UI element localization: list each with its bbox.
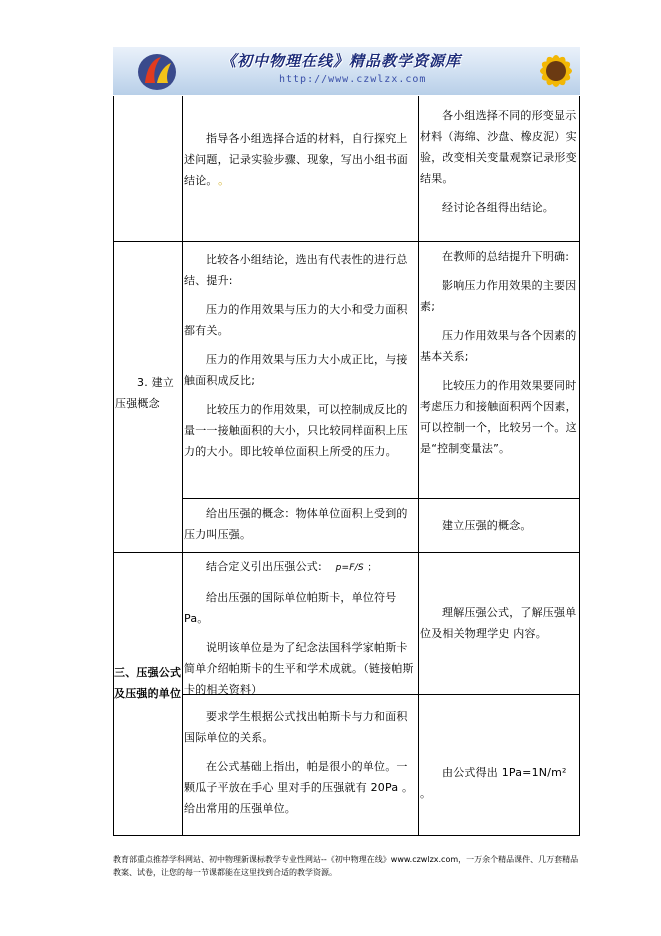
row2-teacher-cell <box>184 249 417 462</box>
teacher-text: 比较压力的作用效果，可以控制成反比的量一一接触面积的大小，只比较同样面积上压力的大小。即比较单位面积上所受的压力。 <box>184 403 408 458</box>
stage-label: 三、压强公式及压强的单位 <box>114 666 182 700</box>
row4-student-cell <box>420 602 578 644</box>
row5-teacher-cell <box>184 706 417 819</box>
teacher-text: 压力的作用效果与压力的大小和受力面积都有关。 <box>184 303 408 337</box>
row2-stage-cell <box>115 372 181 414</box>
site-logo-icon <box>137 53 177 91</box>
stray-mark: 。 <box>218 174 230 187</box>
teacher-text: 压力的作用效果与压力大小成正比，与接触面积成反比; <box>184 353 408 387</box>
student-text: 建立压强的概念。 <box>442 519 532 532</box>
student-text: 影响压力作用效果的主要因素; <box>420 279 577 313</box>
teacher-text: 给出压强的概念：物体单位面积上受到的压力叫压强。 <box>184 507 408 541</box>
student-text: 经讨论各组得出结论。 <box>442 201 554 214</box>
student-text: 由公式得出 1Pa=1N/m² 。 <box>420 766 567 800</box>
teacher-text: 结合定义引出压强公式: p=F/S ； <box>206 560 377 573</box>
student-text: 理解压强公式，了解压强单位及相关物理学史 内容。 <box>420 606 577 640</box>
stage-label: 3. 建立压强概念 <box>115 376 174 410</box>
row2-student-cell <box>420 246 578 459</box>
row3-teacher-cell <box>184 503 417 545</box>
student-text: 各小组选择不同的形变显示材料（海绵、沙盘、橡皮泥）实验，改变相关变量观察记录形变结果。 <box>420 109 577 185</box>
student-text: 压力作用效果与各个因素的基本关系; <box>420 329 577 363</box>
header-banner <box>113 47 580 95</box>
teacher-text: 在公式基础上指出，帕是很小的单位。一颗瓜子平放在手心 里对手的压强就有 20Pa 。给出常用的压强单位。 <box>184 760 414 815</box>
row4-stage-cell <box>114 662 182 704</box>
row1-student-cell <box>420 105 578 218</box>
student-text: 在教师的总结提升下明确: <box>442 250 570 263</box>
banner-url: http://www.czwlzx.com <box>279 74 427 85</box>
banner-title: 《初中物理在线》精品教学资源库 <box>221 52 462 70</box>
row1-teacher-cell <box>184 128 417 191</box>
page-footer: 教育部重点推荐学科网站、初中物理新课标教学专业性网站--《初中物理在线》www.czwlzx.com，一万余个精品课件、几万套精品教案、试卷，让您的每一节课都能在这里找到合适的教学资源。 <box>113 855 579 877</box>
pressure-formula: p=F/S <box>335 563 364 573</box>
row5-student-cell <box>420 762 578 804</box>
row3-student-cell <box>420 515 578 536</box>
student-text: 比较压力的作用效果要同时考虑压力和接触面积两个因素，可以控制一个，比较另一个。这是“控制变量法”。 <box>420 379 577 455</box>
teacher-text: 比较各小组结论，选出有代表性的进行总结、提升: <box>184 253 408 287</box>
teacher-text: 指导各小组选择合适的材料，自行探究上述问题，记录实验步骤、现象，写出小组书面结论。 。 <box>184 132 408 187</box>
row4-teacher-cell <box>184 556 417 700</box>
sunflower-icon <box>518 47 580 95</box>
teacher-text: 给出压强的国际单位帕斯卡，单位符号Pa。 <box>184 591 397 625</box>
teacher-text: 要求学生根据公式找出帕斯卡与力和面积国际单位的关系。 <box>184 710 408 744</box>
teacher-text: 说明该单位是为了纪念法国科学家帕斯卡简单介绍帕斯卡的生平和学术成就。（链接帕斯卡的相关资料） <box>184 641 414 696</box>
